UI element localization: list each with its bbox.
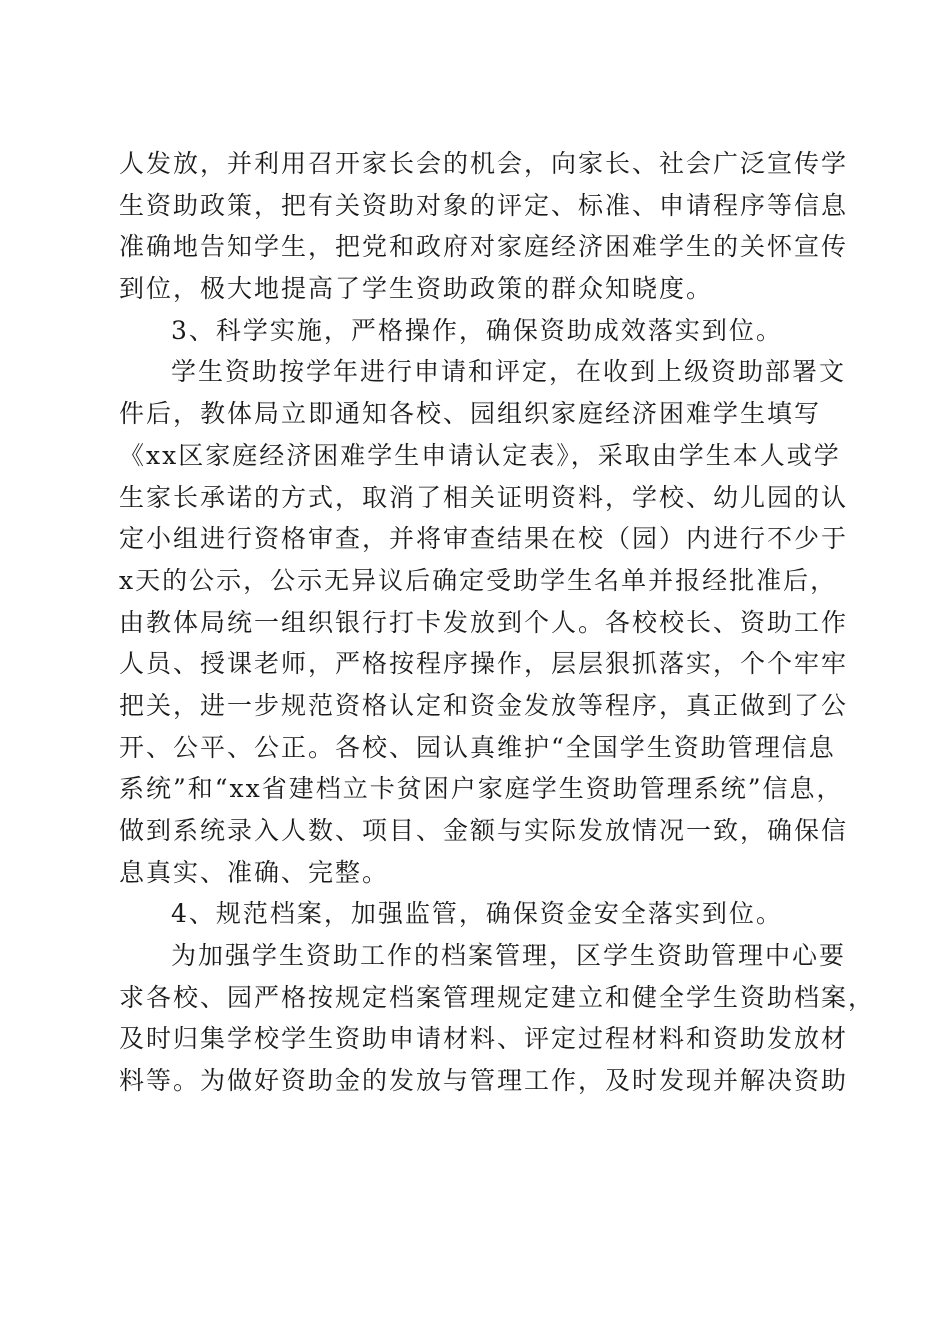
document-body	[119, 143, 876, 1102]
text-line: 准确地告知学生，把党和政府对家庭经济困难学生的关怀宣传	[119, 232, 849, 262]
text-line: 息真实、准确、完整。	[119, 857, 390, 887]
text-line: 求各校、园严格按规定档案管理规定建立和健全学生资助档案，	[119, 982, 876, 1012]
text-line: 把关，进一步规范资格认定和资金发放等程序，真正做到了公	[119, 690, 849, 720]
text-line: 件后，教体局立即通知各校、园组织家庭经济困难学生填写	[119, 399, 822, 429]
text-line: 做到系统录入人数、项目、金额与实际发放情况一致，确保信	[119, 816, 849, 845]
text-line: 系统”和“xx省建档立卡贫困户家庭学生资助管理系统”信息，	[119, 774, 844, 804]
text-line: 到位，极大地提高了学生资助政策的群众知晓度。	[119, 274, 714, 304]
text-line: 由教体局统一组织银行打卡发放到个人。各校校长、资助工作	[119, 607, 849, 637]
paragraph-start: 学生资助按学年进行申请和评定，在收到上级资助部署文	[171, 357, 847, 387]
text-line: 《xx区家庭经济困难学生申请认定表》，采取由学生本人或学	[119, 440, 841, 470]
section-heading-3: 3、科学实施，严格操作，确保资助成效落实到位。	[171, 315, 783, 345]
text-line: 生家长承诺的方式，取消了相关证明资料，学校、幼儿园的认	[119, 482, 849, 512]
text-line: 及时归集学校学生资助申请材料、评定过程材料和资助发放材	[119, 1024, 849, 1054]
text-line: 人发放，并利用召开家长会的机会，向家长、社会广泛宣传学	[119, 149, 849, 178]
text-line: 料等。为做好资助金的发放与管理工作，及时发现并解决资助	[119, 1066, 849, 1096]
text-line: 生资助政策，把有关资助对象的评定、标准、申请程序等信息	[119, 190, 849, 220]
paragraph-start: 为加强学生资助工作的档案管理，区学生资助管理中心要	[171, 941, 847, 971]
text-line: 人员、授课老师，严格按程序操作，层层狠抓落实，个个牢牢	[119, 649, 849, 679]
text-line: 定小组进行资格审查，并将审查结果在校（园）内进行不少于	[119, 524, 849, 554]
text-line: 开、公平、公正。各校、园认真维护“全国学生资助管理信息	[119, 732, 836, 762]
section-heading-4: 4、规范档案，加强监管，确保资金安全落实到位。	[171, 899, 783, 929]
text-line: x天的公示，公示无异议后确定受助学生名单并报经批准后，	[119, 565, 838, 595]
